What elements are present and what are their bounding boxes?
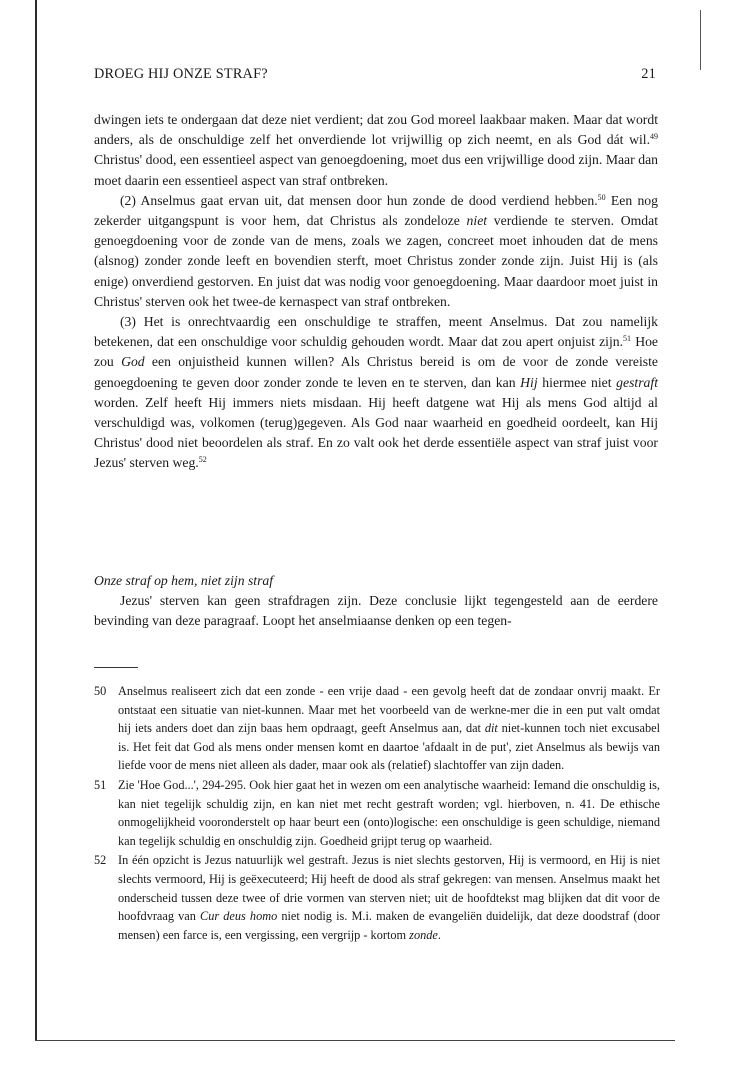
running-header xyxy=(94,66,656,83)
footnote-51 xyxy=(94,776,660,850)
paragraph-3: (3) Het is onrechtvaardig een onschuldige te straffen, meent Anselmus. Dat zou namelijk betekenen, dat een onschuldige voor schuldig gehouden wordt. Maar dat zou apert onjuist zijn.$^{51}$ Hoe zou God een onjuistheid kunnen willen? Als Christus bereid is om de voor de zonde vereiste genoegdoening te geven door zonder zonde te leven en te sterven, dan kan Hij hiermee niet gestraft worden. Zelf heeft Hij immers niets misdaan. Hij heeft datgene wat Hij als mens God altijd al verschuldigd was, volkomen (terug)gegeven. Als God naar waarheid en goedheid oordeelt, kan Hij Christus' dood niet beoordelen als straf. En zo valt ook het derde essentiële aspect van straf juist voor Jezus' sterven weg.$^{52}$ xyxy=(94,314,658,471)
page-number: 21 xyxy=(641,66,656,82)
section-body xyxy=(94,591,658,631)
scan-edge-bottom xyxy=(35,1040,675,1041)
running-title: DROEG HIJ ONZE STRAF? xyxy=(94,66,268,82)
scan-edge-left xyxy=(35,0,37,1040)
footnote-text: Zie 'Hoe God...', 294-295. Ook hier gaat het in wezen om een analytische waarheid: Iemand die onschuldig is, kan niet tegelijk schuldig zijn, en kan niet met recht gestraft worden; vgl. hierboven, n. 41. De ethische onmogelijkheid vooronderstelt op haar beurt een (onto)logische: een onschuldige is geen schuldige, niemand kan tegelijk schuldig en onschuldig zijn. Goedheid grijpt terug op waarheid. xyxy=(118,777,660,848)
section-heading: Onze straf op hem, niet zijn straf xyxy=(94,573,274,588)
footnote-ref-49: 49 xyxy=(650,132,658,142)
footnote-number: 51 xyxy=(94,777,107,792)
footnote-number: 50 xyxy=(94,684,107,698)
footnote-ref-50: 50 xyxy=(597,192,606,202)
footnotes xyxy=(94,682,660,945)
footnote-ref-52: 52 xyxy=(198,455,207,465)
footnote-divider xyxy=(94,667,138,668)
footnote-text: Anselmus realiseert zich dat een zonde - een vrije daad - een gevolg heeft dat de zondaar onvrij maakt. Er ontstaat een situatie van niet-kunnen. Maar met het voorbeeld van de werkne-mer die in een put valt omdat hij iets anders doet dan zijn baas hem opdraagt, geeft Anselmus aan, dat dit niet-kunnen toch niet excusabel is. Het feit dat God als mens onder mensen komt en daartoe 'afdaalt in de put', ziet Anselmus als bewijs van liefde voor de mens niet alleen als dader, maar ook als (relatief) slachtoffer van zijn daden. xyxy=(118,684,661,773)
footnote-50 xyxy=(94,682,660,775)
footnote-text: In één opzicht is Jezus natuurlijk wel gestraft. Jezus is niet slechts gestorven, Hij is vermoord, en Hij is niet slechts vermoord, Hij is geëxecuteerd; Hij heeft de dood als straf gekregen: van mensen. Anselmus maakt het onderscheid tussen deze twee of drie vormen van sterven niet; uit de hoofdtekst mag blijken dat dit voor de hoofdvraag van Cur deus homo niet nodig is. M.i. maken de evangeliën duidelijk, dat deze doodstraf (door mensen) een farce is, een vergissing, een vergrijp - kortom zonde. xyxy=(118,853,660,942)
footnote-ref-51: 51 xyxy=(623,334,632,344)
paragraph-2: (2) Anselmus gaat ervan uit, dat mensen door hun zonde de dood verdiend hebben.$^{50}$ Een nog zekerder uitgangspunt is voor hem, dat Christus als zondeloze niet verdiende te sterven. Omdat genoegdoening voor de zonde van de mens, zoals we zagen, concreet moet inhouden dat de mens (alsnog) zonder zonde leeft en bovendien sterft, moet Christus zonder zonde zijn. Juist Hij is (als enige) onverdiend gestorven. En juist dat was nodig voor genoegdoening. Maar daardoor moet juist in Christus' sterven ook het twee-de kernaspect van straf ontbreken. xyxy=(94,192,658,309)
paragraph-1: dwingen iets te ondergaan dat deze niet verdient; dat zou God moreel laakbaar maken. Maar dat wordt anders, als de onschuldige zelf het onverdiende lot vrijwillig op zich neemt, en als God dát wil.$^{49}$ Christus' dood, een essentieel aspect van genoegdoening, moet dus een vrijwillige dood zijn. Maar dan moet daarin een essentieel aspect van straf ontbreken. xyxy=(94,112,658,188)
section-paragraph: Jezus' sterven kan geen strafdragen zijn. Deze conclusie lijkt tegengesteld aan de eerdere bevinding van deze paragraaf. Loopt het anselmiaanse denken op een tegen- xyxy=(94,593,658,629)
footnote-number: 52 xyxy=(94,853,107,868)
footnote-52 xyxy=(94,851,660,944)
main-text xyxy=(94,110,658,474)
scan-edge-right xyxy=(700,10,701,70)
